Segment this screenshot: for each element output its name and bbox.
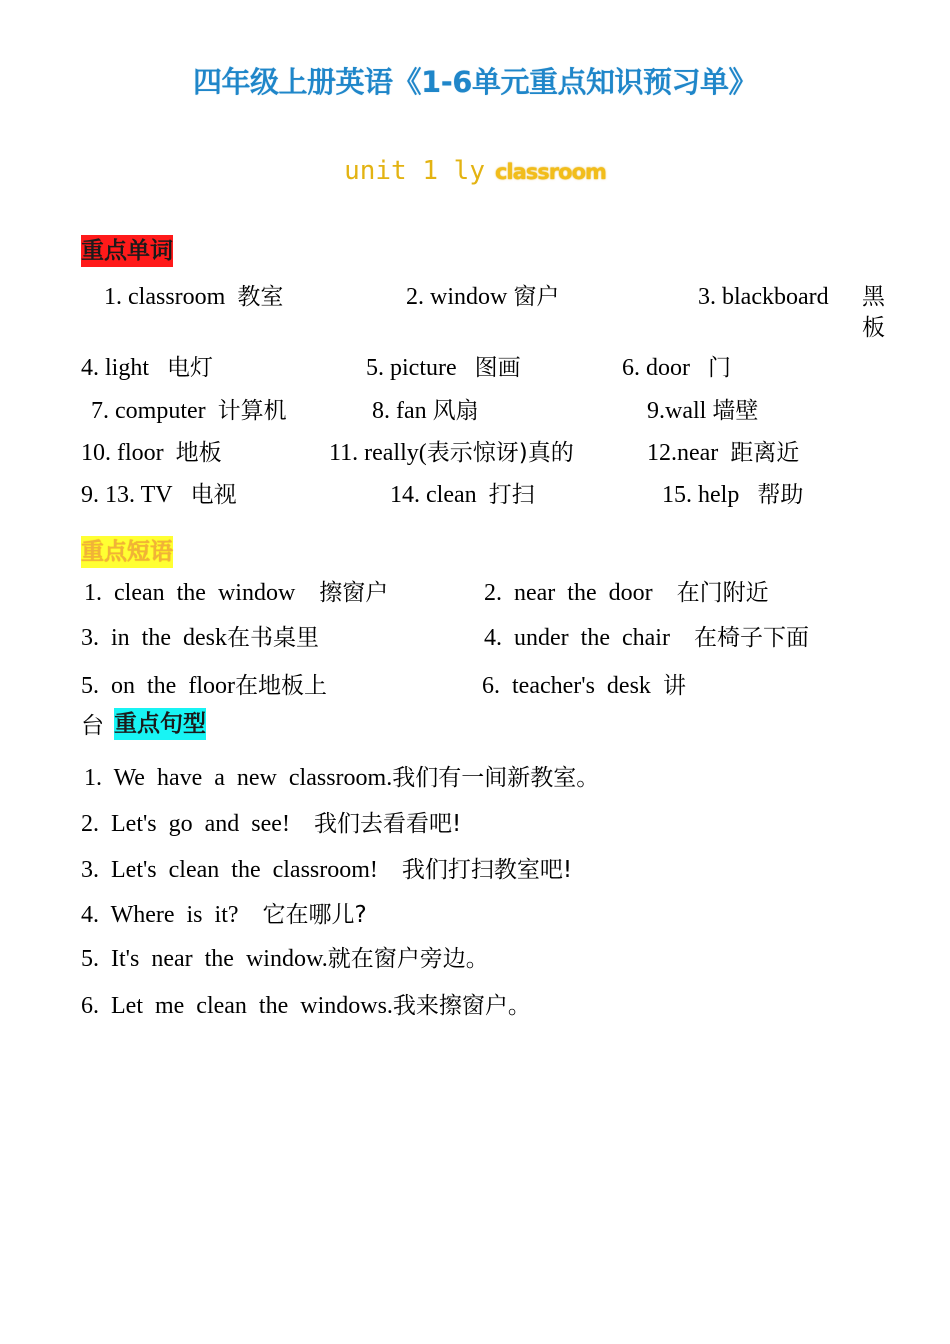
unit-name: classroom: [494, 160, 606, 184]
word-item: 7. computer 计算机: [91, 398, 287, 424]
sentences-heading: 重点句型: [114, 708, 206, 740]
word-item: 9.wall 墙壁: [647, 398, 759, 424]
word-item: 11. really(表示惊讶)真的: [329, 440, 574, 466]
word-item-zh: 黑: [862, 284, 885, 310]
word-item: 5. picture 图画: [366, 355, 521, 381]
sentence-item: 5. It's near the window.就在窗户旁边。: [81, 946, 489, 972]
sentence-item: 1. We have a new classroom.我们有一间新教室。: [84, 765, 600, 791]
phrase-item: 5. on the floor在地板上: [81, 673, 327, 699]
phrase-item: 2. near the door 在门附近: [484, 580, 769, 606]
phrase-item-continuation: 台: [81, 713, 104, 739]
sentence-item: 3. Let's clean the classroom! 我们打扫教室吧!: [81, 857, 573, 883]
sentence-item: 6. Let me clean the windows.我来擦窗户。: [81, 993, 531, 1019]
unit-prefix: unit 1 ly: [344, 156, 485, 186]
word-item-zh-wrap: 板: [862, 315, 885, 341]
word-item: 10. floor 地板: [81, 440, 222, 466]
word-item: 15. help 帮助: [662, 482, 804, 508]
word-item: 12.near 距离近: [647, 440, 800, 466]
phrase-item: 3. in the desk在书桌里: [81, 625, 319, 651]
document-title: 四年级上册英语《1-6单元重点知识预习单》: [193, 65, 757, 99]
word-item: 14. clean 打扫: [390, 482, 535, 508]
words-heading: 重点单词: [81, 235, 173, 267]
word-item: 3. blackboard: [698, 284, 829, 310]
word-item: 2. window 窗户: [406, 284, 560, 310]
word-item: 8. fan 风扇: [372, 398, 479, 424]
unit-title: [0, 156, 950, 186]
word-item: 4. light 电灯: [81, 355, 214, 381]
word-item: 6. door 门: [622, 355, 731, 381]
phrases-heading: 重点短语: [81, 536, 173, 568]
word-item: 1. classroom 教室: [104, 284, 284, 310]
sentence-item: 2. Let's go and see! 我们去看看吧!: [81, 811, 462, 837]
phrase-item: 1. clean the window 擦窗户: [84, 580, 389, 606]
phrase-item: 6. teacher's desk 讲: [482, 673, 686, 699]
phrase-item: 4. under the chair 在椅子下面: [484, 625, 809, 651]
word-item: 9. 13. TV 电视: [81, 482, 237, 508]
sentence-item: 4. Where is it? 它在哪儿?: [81, 902, 367, 928]
